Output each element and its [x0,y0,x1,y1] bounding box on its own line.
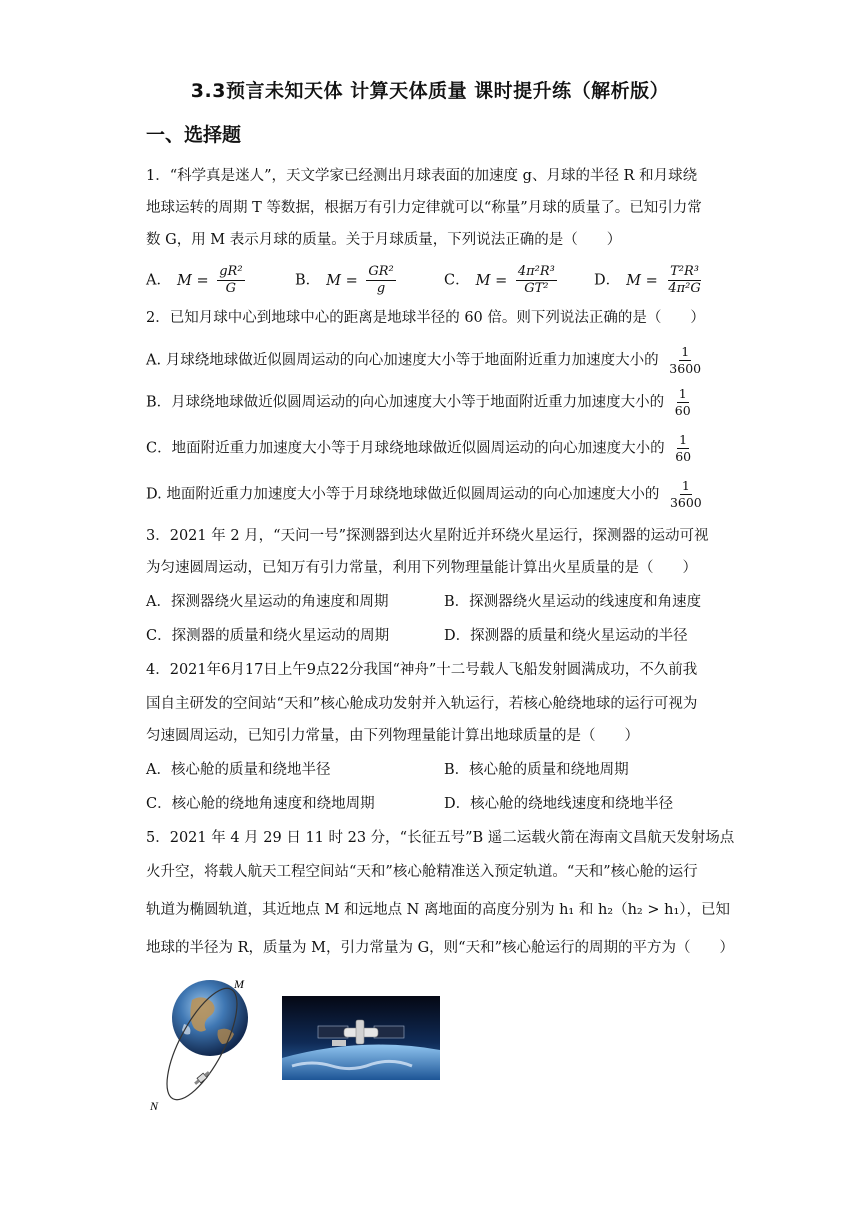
q1-option-d: D． M = $\frac{\text{T²R³}}{\text{4π²G}}$ [594,264,701,296]
q3-option-a: A．探测器绕火星运动的角速度和周期 [146,594,389,610]
q3-line-1: 3．2021 年 2 月，“天问一号”探测器到达火星附近并环绕火星运行，探测器的运动可视 [146,528,709,544]
q5-line-1: 5．2021 年 4 月 29 日 11 时 23 分，“长征五号”B 遥二运载火箭在海南文昌航天发射场点 [146,830,735,846]
space-station-photo [282,996,440,1080]
q2-option-c: C．地面附近重力加速度大小等于月球绕地球做近似圆周运动的向心加速度大小的 $\frac{1}{60}$ [146,432,692,464]
q3-option-d: D．探测器的质量和绕火星运动的半径 [444,628,688,644]
q4-option-d: D．核心舱的绕地线速度和绕地半径 [444,796,674,812]
q1-line-1: 1．“科学真是迷人”，天文学家已经测出月球表面的加速度 g、月球的半径 R 和月球绕 [146,168,698,184]
q5-line-4: 地球的半径为 R，质量为 M，引力常量为 G，则“天和”核心舱运行的周期的平方为（ ） [146,940,734,956]
q1-option-c: C． M = $\frac{\text{4π²R³}}{\text{GT²}}$ [444,264,555,296]
q1-option-a: A． M = $\frac{\text{gR²}}{G}$ [146,264,243,296]
q1-option-b: B． M = $\frac{\text{GR²}}{g}$ [295,264,394,296]
q3-option-c: C．探测器的质量和绕火星运动的周期 [146,628,390,644]
q4-line-1: 4．2021年6月17日上午9点22分我国“神舟”十二号载人飞船发射圆满成功，不久前我 [146,662,698,678]
section-heading: 一、选择题 [146,124,242,146]
label-n: N [150,1099,159,1113]
q2-option-b: B．月球绕地球做近似圆周运动的向心加速度大小等于地面附近重力加速度大小的 $\frac{1}{60}$ [146,386,691,418]
q2-stem: 2．已知月球中心到地球中心的距离是地球半径的 60 倍。则下列说法正确的是（ ） [146,310,705,326]
q4-line-3: 匀速圆周运动，已知引力常量，由下列物理量能计算出地球质量的是（ ） [146,728,639,744]
q4-line-2: 国自主研发的空间站“天和”核心舱成功发射并入轨运行，若核心舱绕地球的运行可视为 [146,696,698,712]
q3-line-2: 为匀速圆周运动，已知万有引力常量，利用下列物理量能计算出火星质量的是（ ） [146,560,697,576]
q5-line-3: 轨道为椭圆轨道，其近地点 M 和远地点 N 离地面的高度分别为 h₁ 和 h₂（h₂ > h₁），已知 [146,902,731,918]
earth-orbit-figure [140,974,270,1114]
q1-line-2: 地球运转的周期 T 等数据，根据万有引力定律就可以“称量”月球的质量了。已知引力常 [146,200,702,216]
label-m: M [234,977,244,991]
q3-option-b: B．探测器绕火星运动的线速度和角速度 [444,594,702,610]
q4-option-a: A．核心舱的质量和绕地半径 [146,762,331,778]
q1-line-3: 数 G，用 M 表示月球的质量。关于月球质量，下列说法正确的是（ ） [146,232,622,248]
earth-globe [172,980,248,1056]
q4-option-b: B．核心舱的质量和绕地周期 [444,762,629,778]
q4-option-c: C．核心舱的绕地角速度和绕地周期 [146,796,375,812]
q2-option-d: D. 地面附近重力加速度大小等于月球绕地球做近似圆周运动的向心加速度大小的 $\frac{1}{3600}$ [146,478,702,510]
q5-line-2: 火升空，将载人航天工程空间站“天和”核心舱精准送入预定轨道。“天和”核心舱的运行 [146,864,698,880]
page-title: 3.3预言未知天体 计算天体质量 课时提升练（解析版） [190,80,670,102]
q2-option-a: A. 月球绕地球做近似圆周运动的向心加速度大小等于地面附近重力加速度大小的 $\frac{1}{3600}$ [146,344,702,376]
